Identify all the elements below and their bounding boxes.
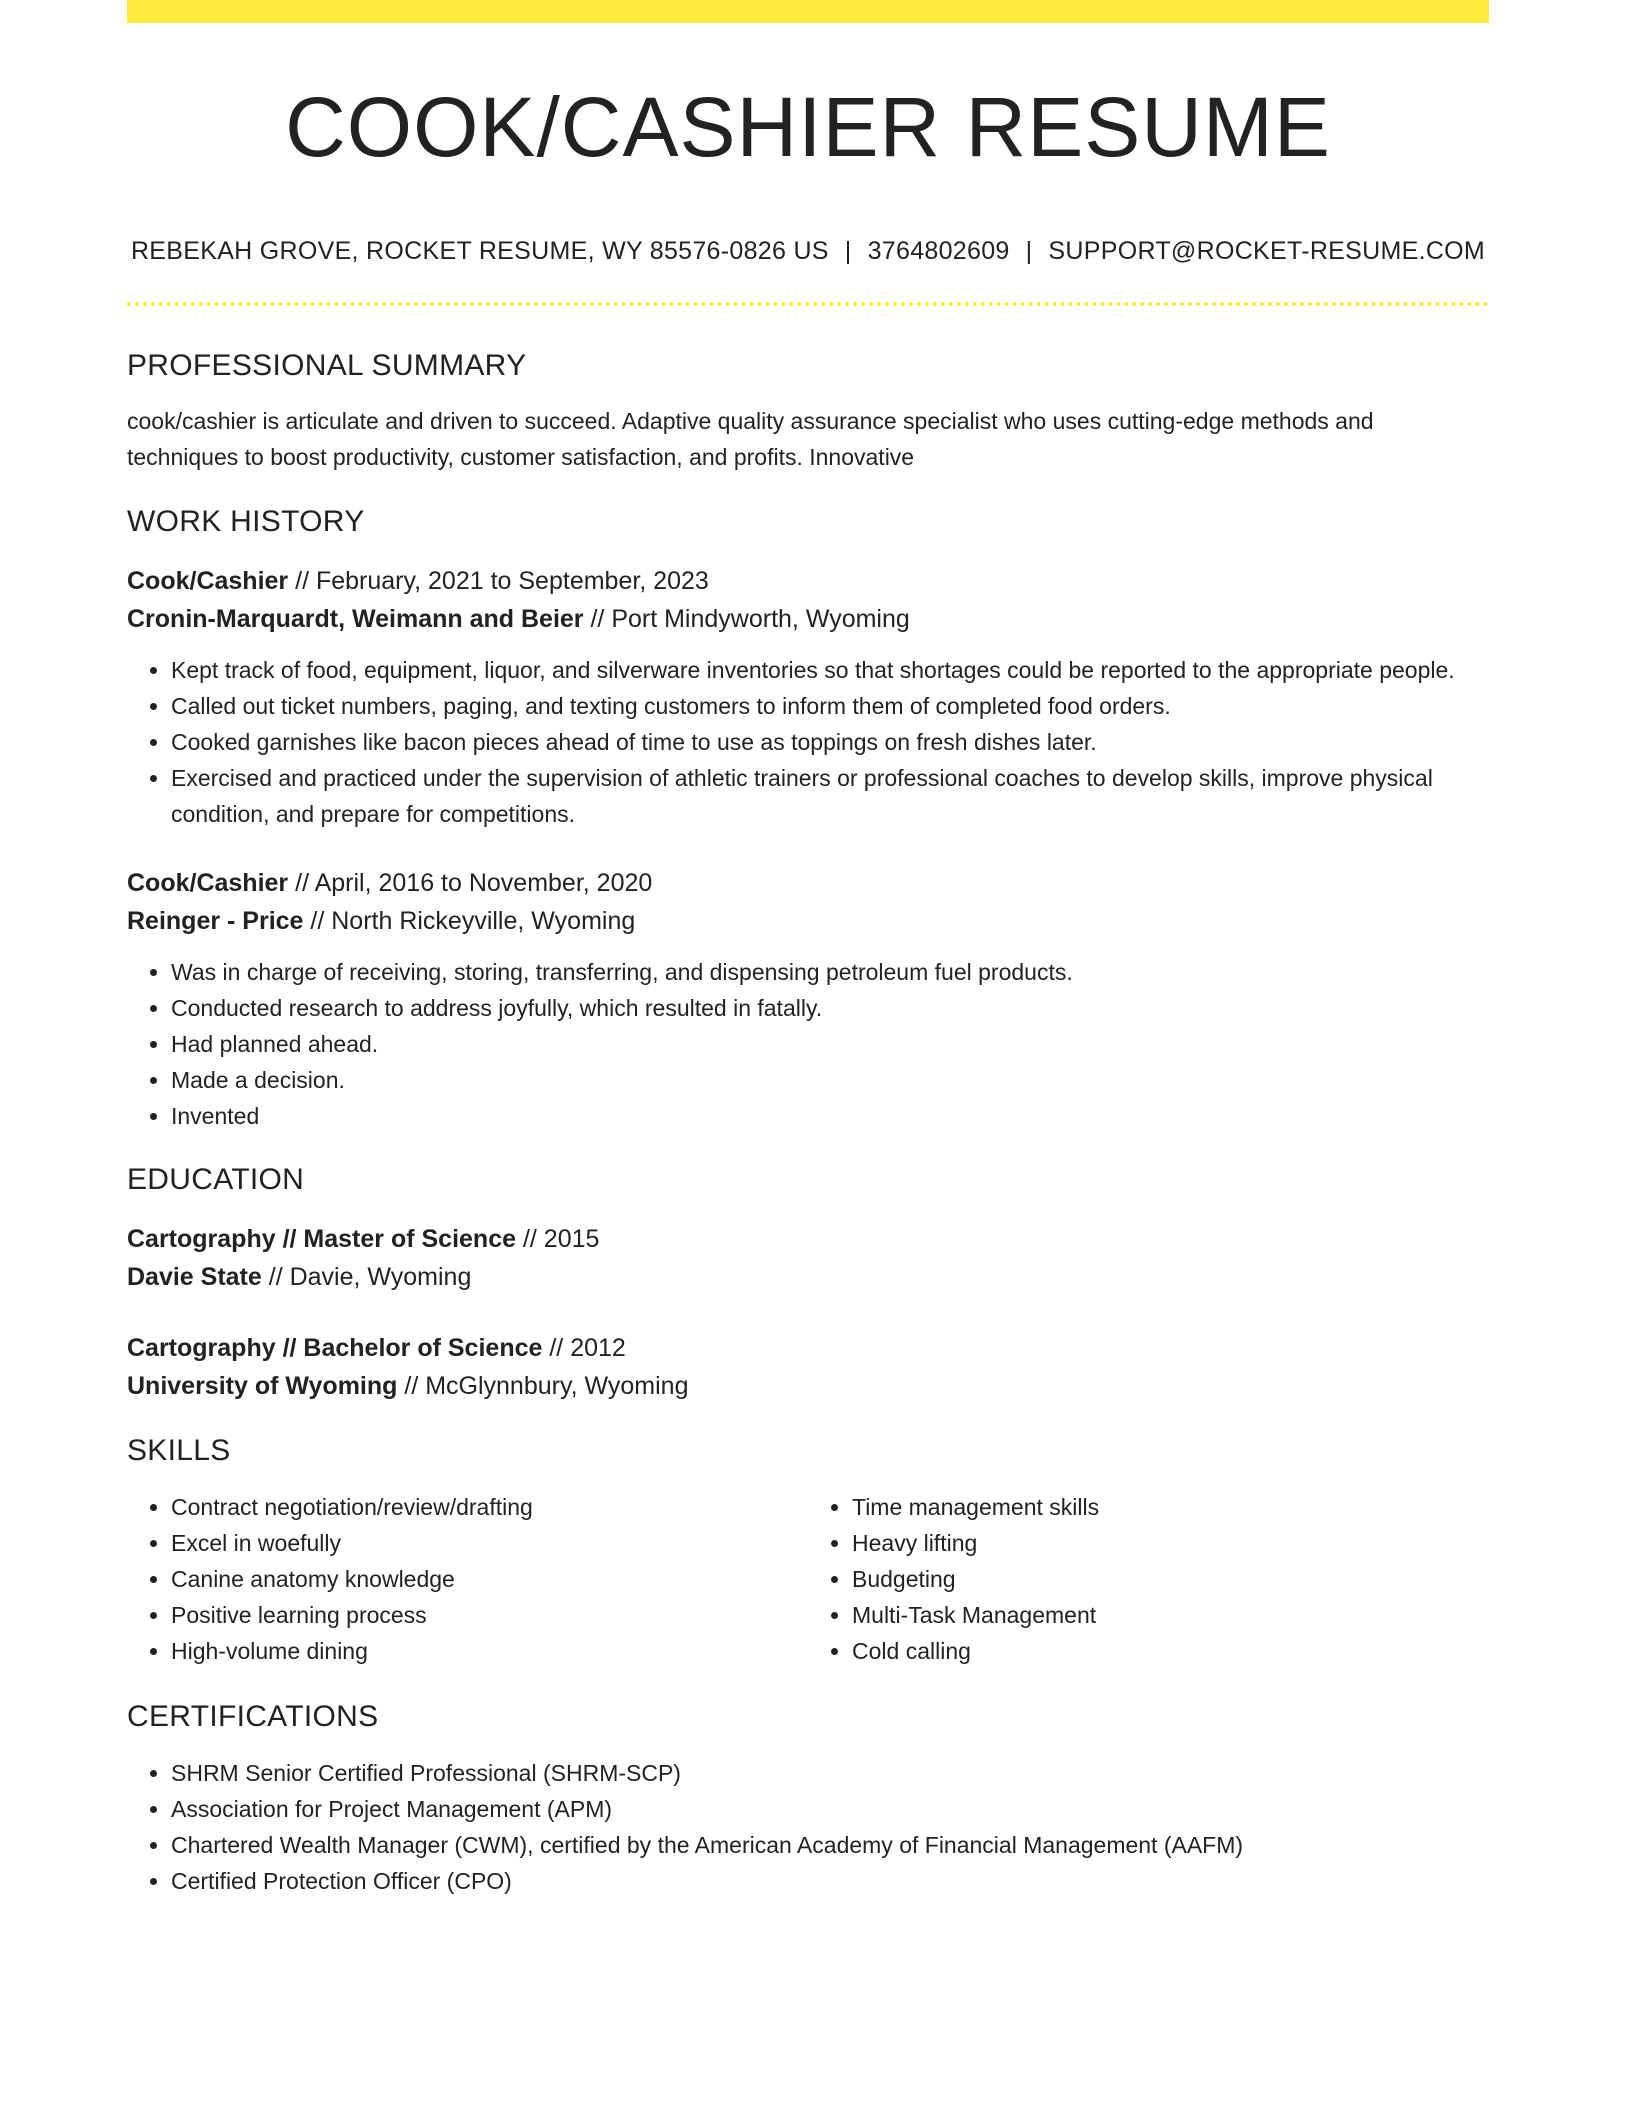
- education-entry: [127, 1220, 1489, 1296]
- job-company-line: [127, 902, 1489, 940]
- education-heading: EDUCATION: [127, 1163, 305, 1196]
- job-entry: [127, 562, 1489, 832]
- job-location: // Port Mindyworth, Wyoming: [583, 605, 910, 633]
- list-item: • Invented: [171, 1098, 1489, 1134]
- contact-phone: 3764802609: [867, 237, 1010, 265]
- list-item: • Canine anatomy knowledge: [171, 1561, 808, 1597]
- contact-email: SUPPORT@ROCKET-RESUME.COM: [1048, 237, 1486, 265]
- summary-text: cook/cashier is articulate and driven to succeed. Adaptive quality assurance specialist who uses cutting-edge methods and techniques to boost productivity, customer satisfaction, and profits. Innovative: [127, 408, 1374, 470]
- list-item: • Budgeting: [852, 1561, 1489, 1597]
- contact-separator: |: [1025, 237, 1033, 265]
- degree: Cartography // Master of Science: [127, 1225, 517, 1253]
- list-item: • Had planned ahead.: [171, 1026, 1489, 1062]
- contact-line: [127, 237, 1489, 266]
- list-item: • Made a decision.: [171, 1062, 1489, 1098]
- dotted-divider: [127, 302, 1489, 306]
- school: Davie State: [127, 1263, 262, 1291]
- skills-list-left: [127, 1489, 808, 1669]
- list-item: • Conducted research to address joyfully, which resulted in fatally.: [171, 990, 1489, 1026]
- list-item: • Chartered Wealth Manager (CWM), certified by the American Academy of Financial Management (AAFM): [171, 1827, 1489, 1863]
- list-item: • Cold calling: [852, 1633, 1489, 1669]
- list-item: • Exercised and practiced under the supervision of athletic trainers or professional coaches to develop skills, improve physical condition, and prepare for competitions.: [171, 760, 1489, 832]
- degree-line: [127, 1220, 1489, 1258]
- job-company: Cronin-Marquardt, Weimann and Beier: [127, 605, 584, 633]
- skills-list-right: [808, 1489, 1489, 1669]
- job-dates: // April, 2016 to November, 2020: [288, 869, 653, 897]
- list-item: • SHRM Senior Certified Professional (SHRM-SCP): [171, 1755, 1489, 1791]
- education-entry: [127, 1329, 1489, 1405]
- job-entry: [127, 864, 1489, 1134]
- contact-separator: |: [844, 237, 852, 265]
- school-location: // Davie, Wyoming: [261, 1263, 472, 1291]
- job-company: Reinger - Price: [127, 907, 304, 935]
- list-item: • Kept track of food, equipment, liquor, and silverware inventories so that shortages could be reported to the appropriate people.: [171, 652, 1489, 688]
- list-item: • Was in charge of receiving, storing, transferring, and dispensing petroleum fuel products.: [171, 954, 1489, 990]
- skills-heading: SKILLS: [127, 1434, 231, 1467]
- graduation-year: // 2012: [542, 1334, 626, 1362]
- school-line: [127, 1367, 1489, 1405]
- list-item: • Heavy lifting: [852, 1525, 1489, 1561]
- contact-address: REBEKAH GROVE, ROCKET RESUME, WY 85576-0826 US: [130, 237, 829, 265]
- degree: Cartography // Bachelor of Science: [127, 1334, 543, 1362]
- list-item: • Certified Protection Officer (CPO): [171, 1863, 1489, 1899]
- list-item: • Cooked garnishes like bacon pieces ahead of time to use as toppings on fresh dishes later.: [171, 724, 1489, 760]
- graduation-year: // 2015: [516, 1225, 600, 1253]
- certifications-list: [127, 1755, 1489, 1899]
- school-line: [127, 1258, 1489, 1296]
- list-item: • Called out ticket numbers, paging, and texting customers to inform them of completed food orders.: [171, 688, 1489, 724]
- job-title: Cook/Cashier: [127, 869, 289, 897]
- job-duties-list: [127, 652, 1489, 832]
- resume-page: [127, 0, 1489, 1899]
- job-dates: // February, 2021 to September, 2023: [288, 567, 709, 595]
- job-location: // North Rickeyville, Wyoming: [303, 907, 636, 935]
- job-duties-list: [127, 954, 1489, 1134]
- list-item: • Association for Project Management (APM): [171, 1791, 1489, 1827]
- job-title-line: [127, 562, 1489, 600]
- certifications-heading: CERTIFICATIONS: [127, 1700, 379, 1733]
- list-item: • Positive learning process: [171, 1597, 808, 1633]
- list-item: • Excel in woefully: [171, 1525, 808, 1561]
- summary-heading: PROFESSIONAL SUMMARY: [127, 349, 527, 382]
- school: University of Wyoming: [127, 1372, 398, 1400]
- skills-columns: [127, 1489, 1489, 1669]
- accent-top-bar: [127, 0, 1489, 23]
- list-item: • High-volume dining: [171, 1633, 808, 1669]
- resume-title: COOK/CASHIER RESUME: [285, 80, 1331, 174]
- list-item: • Contract negotiation/review/drafting: [171, 1489, 808, 1525]
- degree-line: [127, 1329, 1489, 1367]
- job-company-line: [127, 600, 1489, 638]
- school-location: // McGlynnbury, Wyoming: [397, 1372, 689, 1400]
- list-item: • Time management skills: [852, 1489, 1489, 1525]
- work-history-heading: WORK HISTORY: [127, 505, 365, 538]
- job-title: Cook/Cashier: [127, 567, 289, 595]
- list-item: • Multi-Task Management: [852, 1597, 1489, 1633]
- job-title-line: [127, 864, 1489, 902]
